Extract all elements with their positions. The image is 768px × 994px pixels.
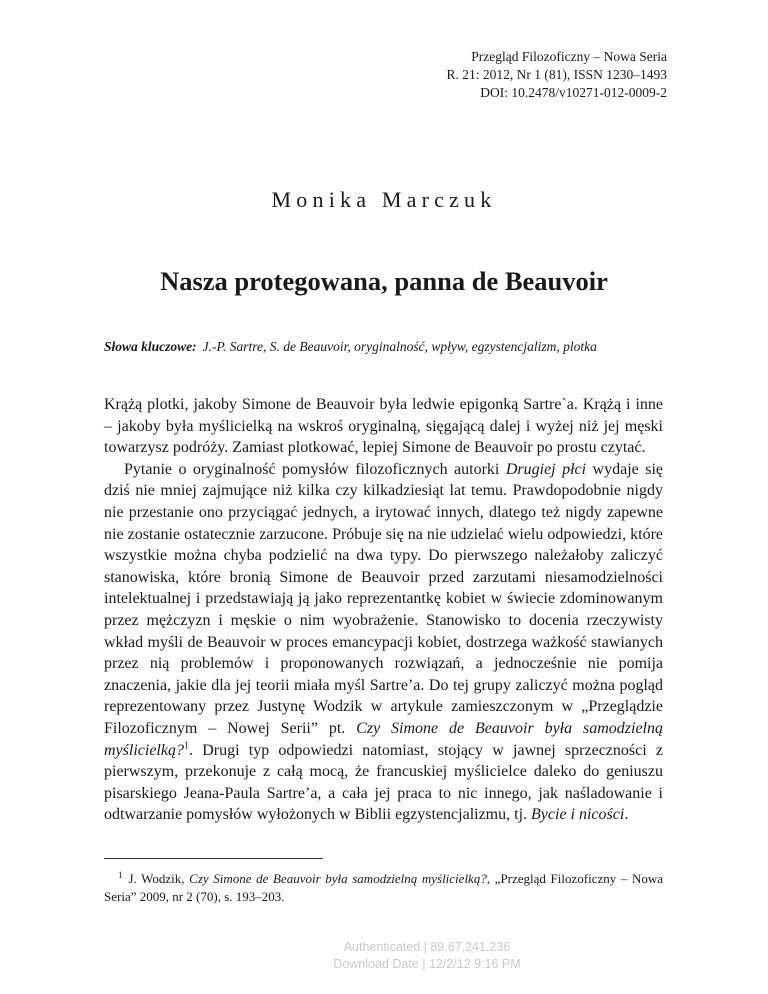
footnote-reference[interactable]: 1 [183, 740, 189, 752]
paragraph-2-text-c: . Drugi typ odpowiedzi natomiast, stojący w jawnej sprzeczności z pierwszym, przekonuje z całą mocą, że francuskiej myślicielce daleko do geniuszu pisarskiego Jeana-Paula Sartre’a, a cała jej praca to nic innego, jak naśladowanie i odtwarzanie pomysłów wyłożonych w Biblii egzystencjalizmu, tj. [104, 741, 663, 824]
journal-header [446, 48, 667, 102]
cited-article-title: Czy Simone de Beauvoir była samodzielną myślicielką? [104, 719, 664, 759]
paragraph-2 [104, 459, 663, 826]
paragraph-1: Krążą plotki, jakoby Simone de Beauvoir była ledwie epigonką Sartre`a. Krążą i inne – jakoby była myślicielką na wskroś oryginalną, sięgającą dalej i wyżej niż jej męski towarzysz podróży. Zamiast plotkować, lepiej Simone de Beauvoir po prostu czytać. [104, 396, 663, 457]
download-watermark [0, 939, 768, 973]
article-title: Nasza protegowana, panna de Beauvoir [160, 266, 608, 296]
paragraph-2-text-a: Pytanie o oryginalność pomysłów filozoficznych autorki [124, 460, 506, 478]
paragraph-2-text-b: wydaje się dziś nie mniej zajmujące niż kilka czy kilkadziesiąt lat temu. Prawdopodobnie nigdy nie przestanie ono przyciągać jednych, a irytować innych, dlatego też nigdy zapewne nie zostanie ostatecznie zarzucone. Próbuje się na nie udzielać wielu odpowiedzi, które wszystkie można chyba podzielić na dwa typy. Do pierwszego należałoby zaliczyć stanowiska, które bronią Simone de Beauvoir przed zarzutami niesamodzielności intelektualnej i przedstawiają ją jako reprezentantkę kobiet w świecie zdominowanym przez mężczyzn i męskie o nim wyobrażenie. Stanowisko to docenia rzeczywisty wkład myśli de Beauvoir w proces emancypacji kobiet, dostrzega ważkość stawianych przez nią problemów i proponowanych rozwiązań, a jednocześnie nie pomija znaczenia, jakie dla jej teorii miała myśl Sartre’a. Do tej grupy zaliczyć można pogląd reprezentowany przez Justynę Wodzik w artykule zamieszczonym w „Przeglądzie Filozoficznym – Nowej Serii” pt. [104, 460, 663, 737]
journal-issue: R. 21: 2012, Nr 1 (81), ISSN 1230–1493 [446, 67, 667, 82]
author-name: Monika Marczuk [271, 187, 497, 212]
book-title-second-sex: Drugiej płci [505, 460, 587, 478]
article-body [104, 394, 663, 826]
keywords-label: Słowa kluczowe: [104, 339, 197, 354]
footnote-divider [104, 858, 323, 859]
watermark-download-date: Download Date | 12/2/12 9:16 PM [333, 957, 521, 971]
book-title-being-and-nothingness: Bycie i nicości [531, 806, 625, 824]
keywords [104, 338, 663, 356]
journal-name: Przegląd Filozoficzny – Nowa Seria [471, 49, 667, 64]
footnote-number: 1 [118, 869, 123, 880]
footnote-source: , „Przegląd Filozoficzny – Nowa Seria” 2009, nr 2 (70), s. 193–203. [104, 871, 663, 904]
paragraph-2-end: . [624, 806, 629, 824]
journal-doi: DOI: 10.2478/v10271-012-0009-2 [480, 85, 667, 100]
watermark-authenticated: Authenticated | 89.67.241.236 [343, 940, 511, 954]
footnote [104, 870, 663, 905]
footnote-title: Czy Simone de Beauvoir była samodzielną myślicielką? [189, 871, 487, 886]
keywords-text: J.-P. Sartre, S. de Beauvoir, oryginalność, wpływ, egzystencjalizm, plotka [202, 339, 597, 354]
footnote-author: J. Wodzik, [128, 871, 190, 886]
